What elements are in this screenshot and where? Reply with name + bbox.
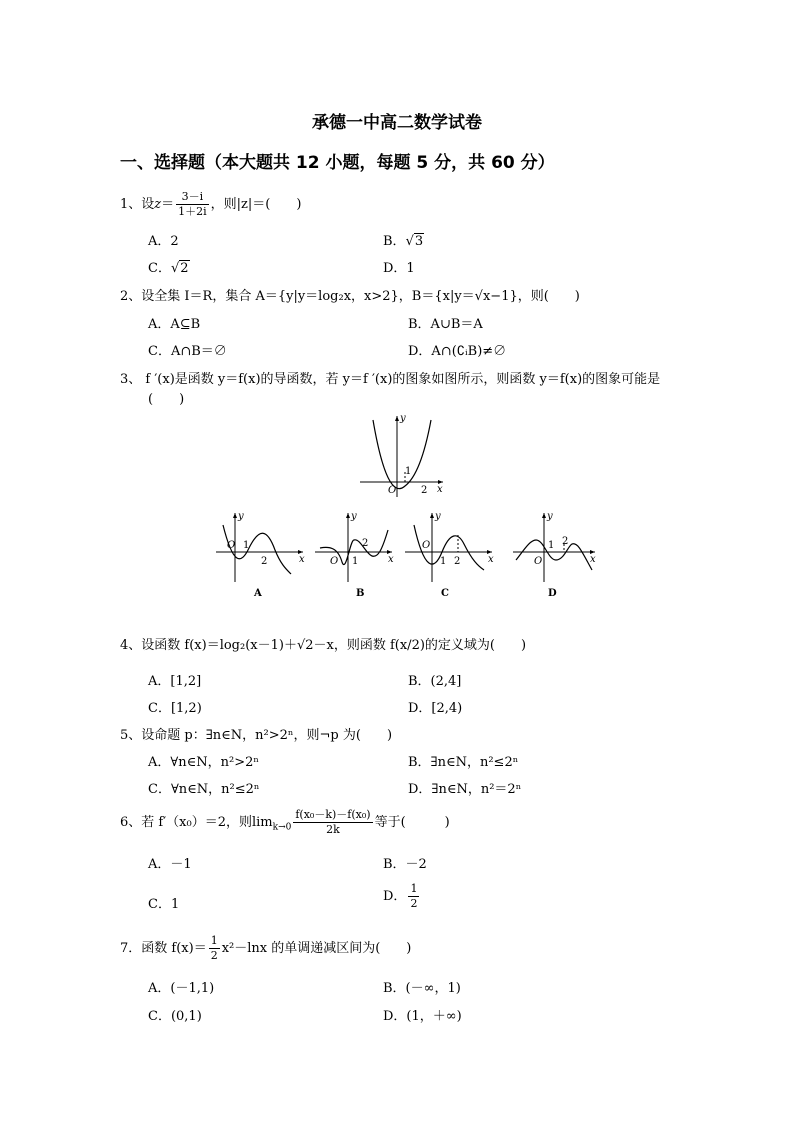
- question-2: 2、设全集 I＝R，集合 A＝{y|y＝log₂x，x>2}，B＝{x|y＝√x−1}，则( ): [120, 289, 580, 304]
- graph-option-c: [402, 510, 497, 585]
- svg-text:1: 1: [548, 540, 555, 551]
- question-4: 4、设函数 f(x)＝log₂(x－1)＋√2－x，则函数 f(x/2)的定义域为( ): [120, 638, 527, 653]
- section-heading: 一、选择题（本大题共 12 小题，每题 5 分，共 60 分）: [120, 153, 555, 173]
- svg-text:2: 2: [454, 556, 461, 567]
- svg-text:y: y: [547, 511, 553, 522]
- svg-text:y: y: [351, 511, 357, 522]
- q4-option-d[interactable]: D．[2,4): [408, 701, 463, 716]
- question-7: 7．函数 f(x)＝ $\frac{1}{2}$ x²－lnx 的单调递减区间为( ): [120, 934, 412, 962]
- svg-text:2: 2: [562, 536, 569, 547]
- svg-text:2: 2: [362, 538, 369, 549]
- svg-text:y: y: [400, 413, 406, 424]
- question-5: 5、设命题 p：∃n∈N，n²>2ⁿ，则¬p 为( ): [120, 728, 393, 743]
- svg-text:x: x: [488, 554, 494, 565]
- svg-text:O: O: [422, 540, 431, 551]
- q2-option-b[interactable]: B．A∪B＝A: [408, 317, 483, 332]
- q7-option-a[interactable]: A．(－1,1): [148, 981, 215, 996]
- svg-text:x: x: [437, 484, 443, 495]
- svg-text:1: 1: [352, 556, 359, 567]
- q7-option-d[interactable]: D．(1，＋∞): [383, 1009, 462, 1024]
- q4-option-a[interactable]: A．[1,2]: [148, 674, 202, 689]
- q5-option-b[interactable]: B．∃n∈N，n²≤2ⁿ: [408, 755, 519, 770]
- q2-option-d[interactable]: D．A∩(∁ᵢB)≠∅: [408, 344, 507, 359]
- q6-option-c[interactable]: C．1: [148, 897, 180, 912]
- svg-text:y: y: [238, 511, 244, 522]
- q6-option-d[interactable]: D． $\frac{1}{2}$: [383, 882, 418, 910]
- q4-option-c[interactable]: C．[1,2): [148, 701, 202, 716]
- svg-text:O: O: [330, 556, 339, 567]
- derivative-graph: [355, 412, 450, 500]
- graph-label-b: B: [356, 588, 365, 599]
- exam-title: 承德一中高二数学试卷: [312, 113, 482, 133]
- graph-option-d: [510, 510, 600, 585]
- graph-label-c: C: [441, 588, 449, 599]
- graph-option-b: [312, 510, 397, 585]
- q1-option-c[interactable]: C．√2: [148, 261, 189, 276]
- question-3: 3、 f ′(x)是函数 y＝f(x)的导函数，若 y＝f ′(x)的图象如图所示，则函数 y＝f(x)的图象可能是: [120, 372, 661, 387]
- svg-text:x: x: [388, 554, 394, 565]
- q4-option-b[interactable]: B．(2,4]: [408, 674, 462, 689]
- q5-option-a[interactable]: A．∀n∈N，n²>2ⁿ: [148, 755, 259, 770]
- q1-option-d[interactable]: D．1: [383, 261, 415, 276]
- q6-option-a[interactable]: A．－1: [148, 857, 192, 872]
- question-6: 6、若 f′（x₀）＝2，则$\lim_{k\to 0}$ $\frac{\text{f(x₀－k)－f(x₀)}}{2k}$ 等于( ): [120, 808, 450, 836]
- q2-option-a[interactable]: A．A⊆B: [148, 317, 201, 332]
- svg-text:x: x: [590, 554, 596, 565]
- question-1: 1、设z＝ $\frac{3-i}{1+2i}$ ，则|z|＝( ): [120, 190, 302, 218]
- question-3-paren: ( ): [148, 392, 185, 407]
- svg-text:O: O: [388, 485, 397, 496]
- svg-text:y: y: [435, 511, 441, 522]
- q1-option-a[interactable]: A．2: [148, 234, 179, 249]
- graph-label-a: A: [254, 588, 262, 599]
- q2-option-c[interactable]: C．A∩B＝∅: [148, 344, 227, 359]
- graph-label-d: D: [548, 588, 557, 599]
- svg-text:1: 1: [405, 466, 412, 477]
- q5-option-d[interactable]: D．∃n∈N，n²＝2ⁿ: [408, 782, 522, 797]
- svg-text:O: O: [227, 540, 236, 551]
- q1-option-b[interactable]: B．√3: [383, 234, 424, 249]
- q5-option-c[interactable]: C．∀n∈N，n²≤2ⁿ: [148, 782, 260, 797]
- svg-text:2: 2: [421, 485, 428, 496]
- svg-text:x: x: [299, 554, 305, 565]
- q7-option-b[interactable]: B．(－∞，1): [383, 981, 461, 996]
- graph-option-a: [213, 510, 308, 585]
- svg-text:1: 1: [243, 540, 250, 551]
- svg-text:1: 1: [440, 556, 447, 567]
- q7-option-c[interactable]: C．(0,1): [148, 1009, 202, 1024]
- svg-text:O: O: [534, 556, 543, 567]
- svg-text:2: 2: [261, 556, 268, 567]
- q6-option-b[interactable]: B．－2: [383, 857, 427, 872]
